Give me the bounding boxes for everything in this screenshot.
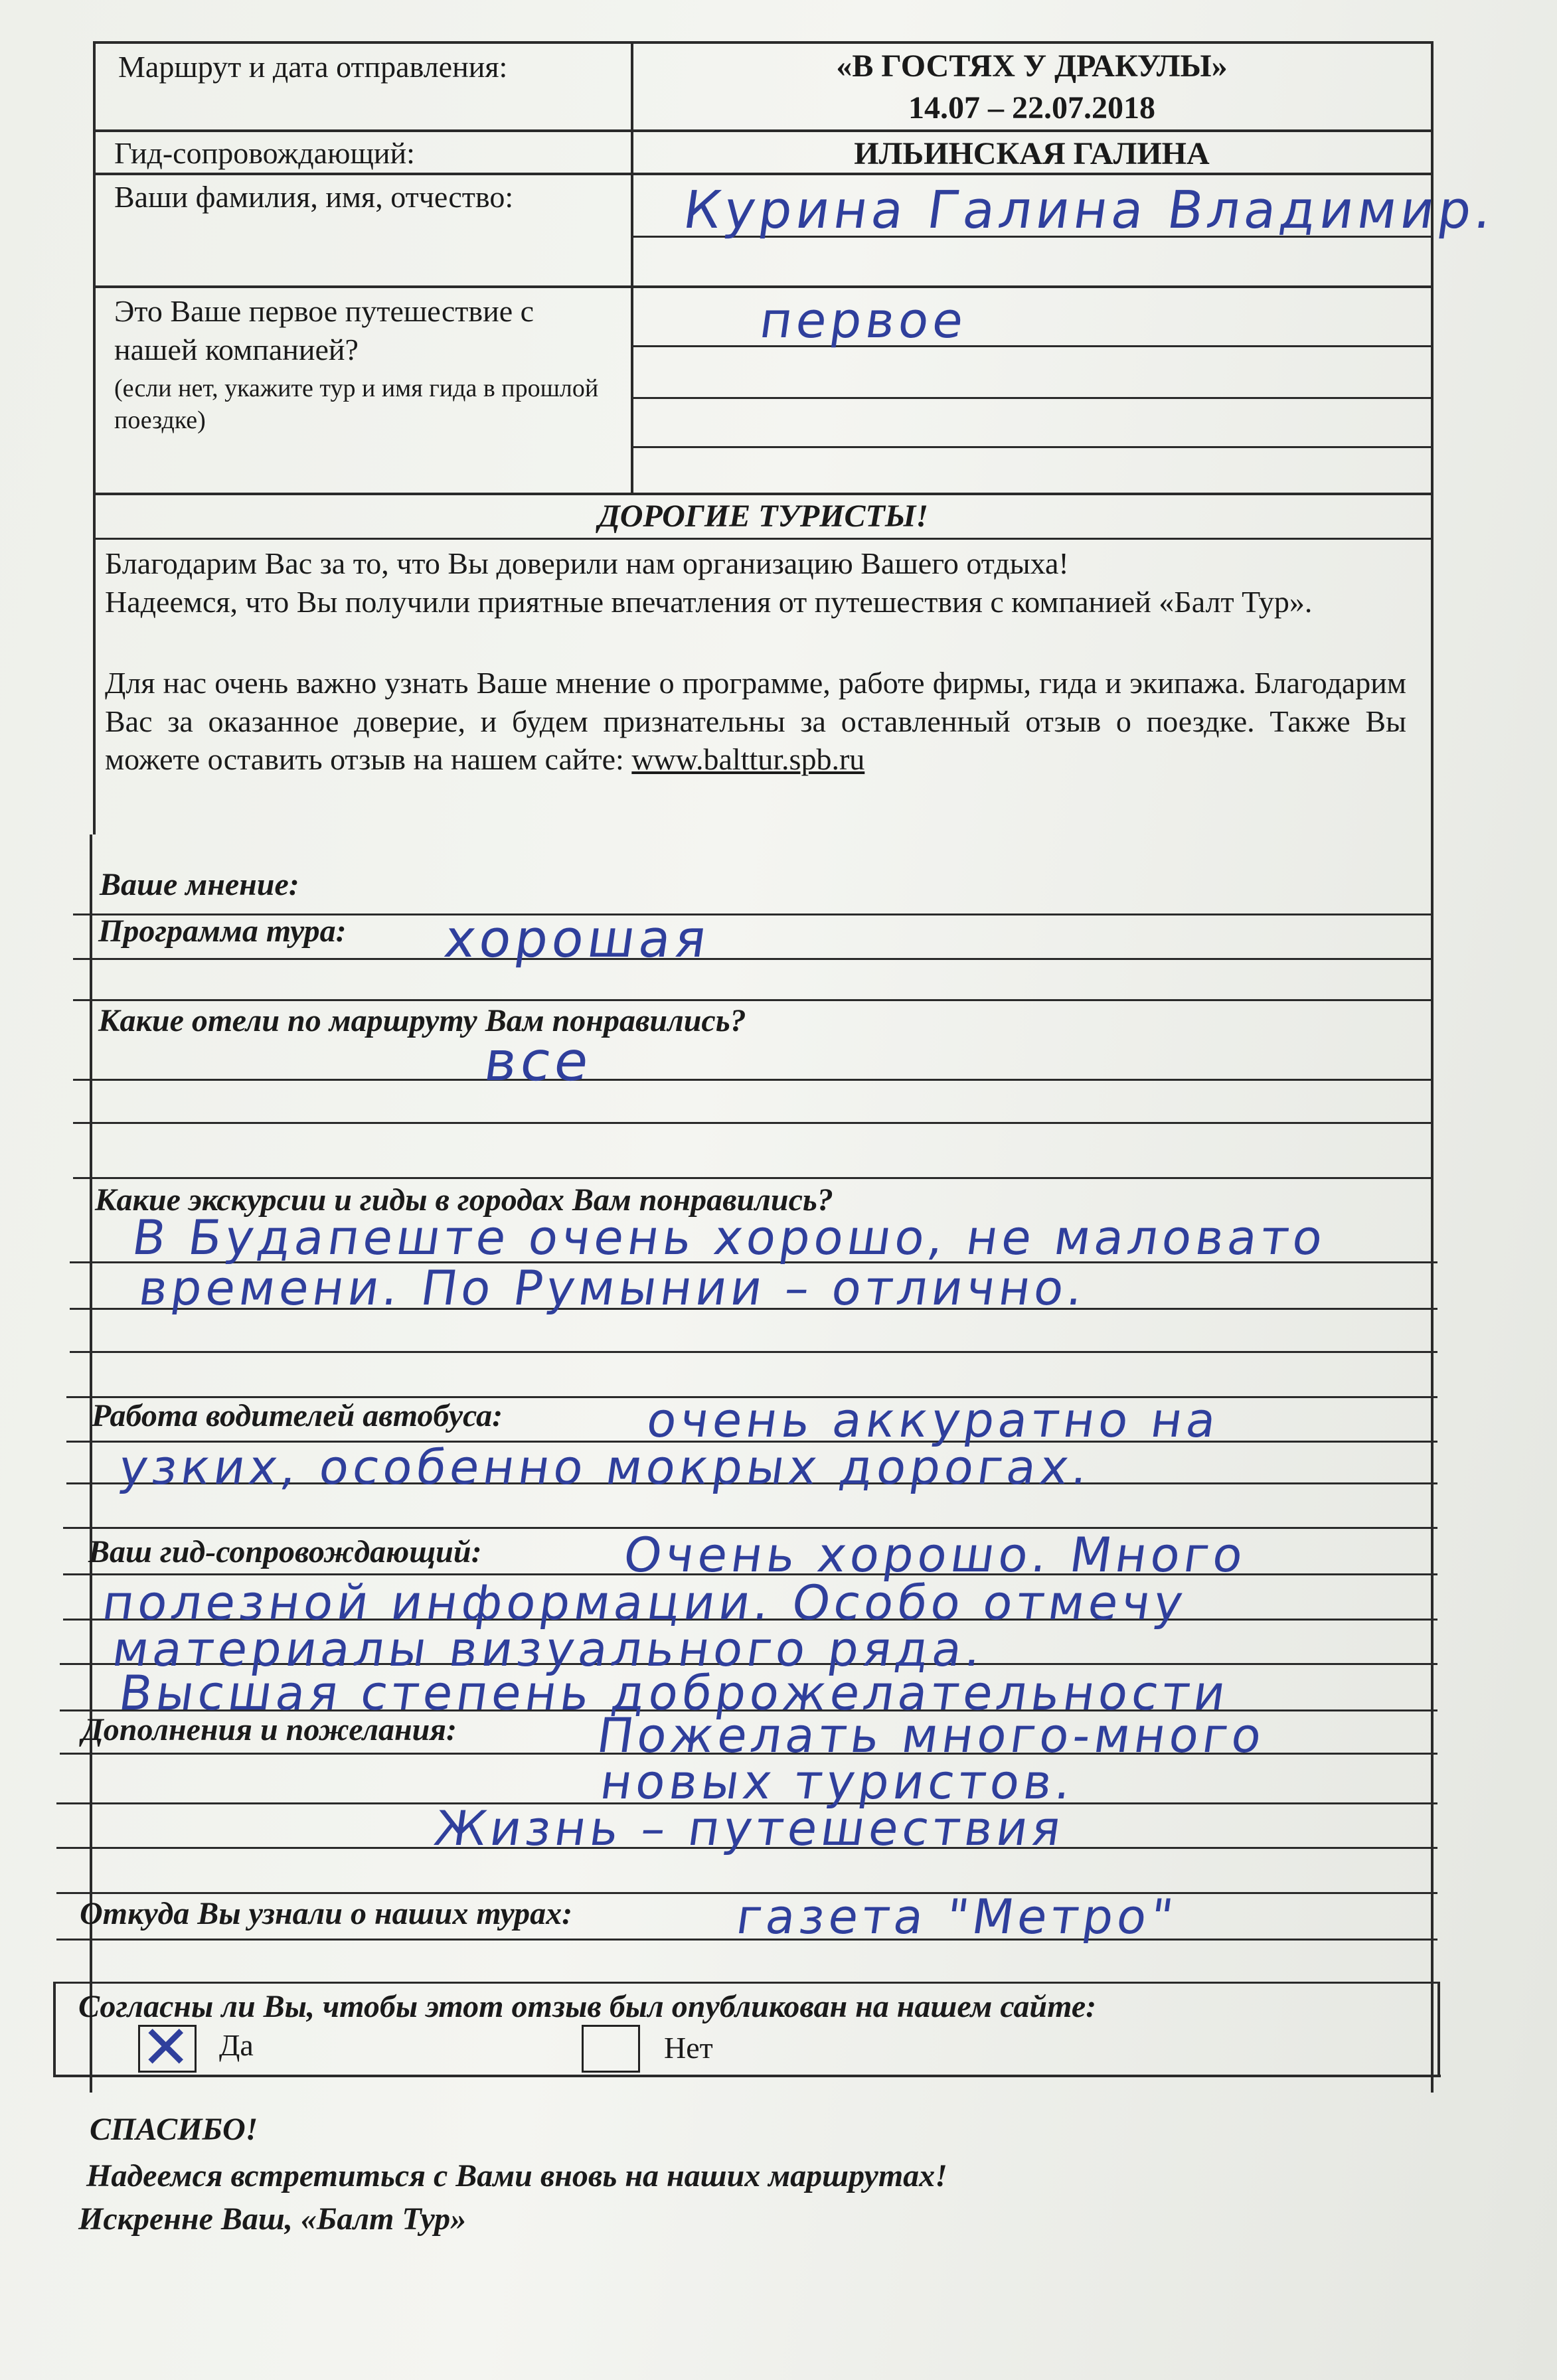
first-trip-answer: первое xyxy=(756,292,971,349)
guide-name: ИЛЬИНСКАЯ ГАЛИНА xyxy=(854,136,1210,171)
row-divider xyxy=(73,958,1433,960)
excursions-answer-line2: времени. По Румынии – отлично. xyxy=(135,1260,1091,1316)
hotels-label: Какие отели по маршруту Вам понравились? xyxy=(98,1003,746,1038)
row-divider xyxy=(70,1351,1437,1353)
hotels-answer: все xyxy=(480,1030,597,1093)
row-divider xyxy=(73,1122,1433,1124)
row-divider xyxy=(73,1177,1433,1179)
row-divider xyxy=(93,493,1433,495)
guide-label: Гид-сопровождающий: xyxy=(114,136,415,170)
consent-border-left xyxy=(53,1982,56,2077)
guide-answer-line2: полезной информации. Особо отмечу xyxy=(99,1575,1190,1630)
intro-opinion: Для нас очень важно узнать Ваше мнение о программе, работе фирмы, гида и экипажа. Благодарим Вас за оказанное доверие, и будем признательны за оставленный отзыв о поездке. Также Вы можете оставить отзыв на нашем сайте: www.balttur.spb.ru xyxy=(105,666,1406,776)
answer-line xyxy=(631,345,1431,347)
opinion-heading: Ваше мнение: xyxy=(100,867,299,902)
footer-signature: Искренне Ваш, «Балт Тур» xyxy=(78,2201,467,2237)
intro-thanks: Благодарим Вас за то, что Вы доверили нам организацию Вашего отдыха! xyxy=(105,546,1069,580)
route-date-label: Маршрут и дата отправления: xyxy=(118,50,508,84)
consent-yes-label: Да xyxy=(219,2028,254,2062)
answer-line xyxy=(631,446,1431,448)
full-name-label: Ваши фамилия, имя, отчество: xyxy=(114,180,514,214)
row-divider xyxy=(73,999,1433,1001)
first-trip-question: Это Ваше первое путешествие с нашей компанией? xyxy=(114,294,534,366)
drivers-answer-line1: очень аккуратно на xyxy=(643,1392,1224,1448)
greeting-heading: ДОРОГИЕ ТУРИСТЫ! xyxy=(598,499,929,534)
intro-hope: Надеемся, что Вы получили приятные впечатления от путешествия с компанией «Балт Тур». xyxy=(105,585,1313,619)
source-label: Откуда Вы узнали о наших турах: xyxy=(80,1896,573,1931)
wishes-label: Дополнения и пожелания: xyxy=(82,1712,457,1747)
consent-no-checkbox[interactable] xyxy=(582,2025,640,2073)
checkmark-x-icon: ✕ xyxy=(141,2013,191,2083)
source-answer: газета "Метро" xyxy=(733,1889,1181,1944)
program-label: Программа тура: xyxy=(98,913,347,949)
guide-answer-line1: Очень хорошо. Много xyxy=(620,1527,1251,1583)
table-border-right xyxy=(1431,41,1434,834)
row-divider xyxy=(93,538,1433,540)
excursions-answer-line1: В Будапеште очень хорошо, не маловато xyxy=(129,1210,1331,1265)
first-trip-hint: (если нет, укажите тур и имя гида в прошлой поездке) xyxy=(114,374,599,434)
row-divider xyxy=(53,1982,1437,1984)
consent-no-label: Нет xyxy=(664,2031,713,2065)
tour-dates: 14.07 – 22.07.2018 xyxy=(908,90,1155,125)
drivers-answer-line2: узких, особенно мокрых дорогах. xyxy=(116,1439,1096,1495)
excursions-label: Какие экскурсии и гиды в городах Вам понравились? xyxy=(95,1182,833,1218)
answer-line xyxy=(631,397,1431,399)
footer-hope: Надеемся встретиться с Вами вновь на наших маршрутах! xyxy=(86,2158,947,2193)
row-divider xyxy=(93,129,1433,132)
table-border-bottom xyxy=(53,2075,1441,2077)
row-divider xyxy=(73,1079,1433,1081)
guide-answer-line3: материалы визуального ряда. xyxy=(109,1621,989,1677)
tour-title: «В ГОСТЯХ У ДРАКУЛЫ» xyxy=(836,48,1228,84)
row-divider xyxy=(93,173,1433,175)
drivers-label: Работа водителей автобуса: xyxy=(92,1398,503,1433)
section-border-right xyxy=(1431,834,1434,2093)
footer-thanks: СПАСИБО! xyxy=(90,2112,258,2147)
full-name-answer: Курина Галина Владимир. xyxy=(679,181,1500,240)
guide-answer-line4: Высшая степень доброжелательности xyxy=(116,1665,1233,1721)
company-website-link[interactable]: www.balttur.spb.ru xyxy=(631,742,865,776)
wishes-answer-line3: Жизнь – путешествия xyxy=(431,1800,1068,1856)
guide-opinion-label: Ваш гид-сопровождающий: xyxy=(88,1534,482,1569)
wishes-answer-line1: Пожелать много-много xyxy=(594,1707,1270,1763)
program-answer: хорошая xyxy=(440,910,714,969)
consent-question: Согласны ли Вы, чтобы этот отзыв был опубликован на нашем сайте: xyxy=(78,1989,1097,2024)
table-border-top xyxy=(93,41,1433,44)
row-divider xyxy=(93,285,1433,288)
table-border-left xyxy=(93,41,96,834)
wishes-answer-line2: новых туристов. xyxy=(597,1754,1079,1810)
consent-border-right xyxy=(1437,1982,1440,2077)
